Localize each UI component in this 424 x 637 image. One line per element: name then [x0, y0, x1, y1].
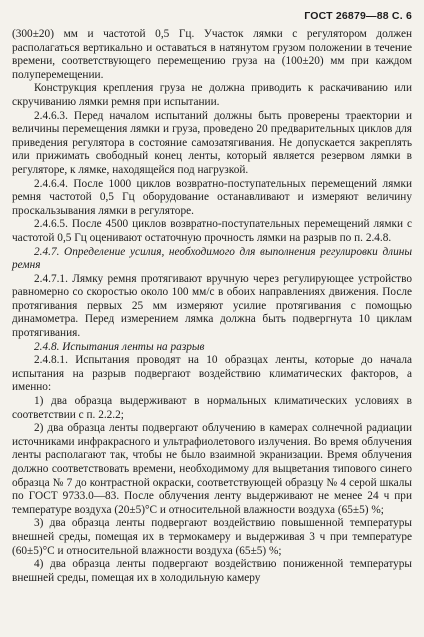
document-body: [12, 28, 412, 585]
paragraph: Конструкция крепления груза не должна приводить к раскачиванию или скручиванию лямки ремня при испытании.: [12, 82, 412, 108]
section-heading: 2.4.7. Определение усилия, необходимого для выполнения регулировки длины ремня: [12, 245, 412, 272]
list-item: 2) два образца ленты подвергают облучению в камерах солнечной радиации источниками инфракрасного и ультрафиолетового излучения. Во время облучения ленты располагают так, чтобы не было взаимной экранизации. Время облучения должно соответствовать времени, необходимому для выцветания типового синего образца № 7 до контрастной окраски, соответствующей образцу № 4 серой шкалы по ГОСТ 9733.0—83. После облучения ленту выдерживают не менее 24 ч при температуре воздуха (20±5)°С и относительной влажности воздуха (65±5) %;: [12, 422, 412, 516]
page-header: ГОСТ 26879—88 С. 6: [304, 10, 412, 22]
list-item: 1) два образца выдерживают в нормальных климатических условиях в соответствии с п. 2.2.2;: [12, 395, 412, 421]
paragraph: 2.4.6.4. После 1000 циклов возвратно-поступательных перемещений лямки ремня частотой 0,5 Гц оборудование останавливают и измеряют величину проскальзывания лямки в регуляторе.: [12, 177, 412, 217]
section-heading: 2.4.8. Испытания ленты на разрыв: [34, 340, 205, 353]
list-item: 4) два образца ленты подвергают воздействию пониженной температуры внешней среды, помещая их в холодильную камеру: [12, 558, 412, 584]
paragraph: (300±20) мм и частотой 0,5 Гц. Участок лямки с регулятором должен располагаться вертикально и оставаться в натянутом грузом положении в течение времени, соответствующего перемещению груза на (100±20) мм при каждом полуперемещении.: [12, 28, 412, 81]
list-item: 3) два образца ленты подвергают воздействию повышенной температуры внешней среды, помещая их в термокамеру и выдерживая 3 ч при температуре (60±5)°С и относительной влажности воздуха (65±5) %;: [12, 517, 412, 557]
paragraph: 2.4.6.5. После 4500 циклов возвратно-поступательных перемещений лямки с частотой 0,5 Гц оценивают остаточную прочность лямки на разрыв по п. 2.4.8.: [12, 218, 412, 244]
paragraph: 2.4.8.1. Испытания проводят на 10 образцах ленты, которые до начала испытания на разрыв подвергают воздействию климатических факторов, а именно:: [12, 354, 412, 394]
paragraph: 2.4.7.1. Лямку ремня протягивают вручную через регулирующее устройство равномерно со скоростью около 100 мм/с в обоих направлениях движения. После протягивания первых 25 мм измеряют усилие протягивания с помощью динамометра. Перед измерением лямка должна быть подвергнута 10 циклам протягивания.: [12, 272, 412, 340]
paragraph: 2.4.6.3. Перед началом испытаний должны быть проверены траектории и величины перемещения лямки и груза, проведено 20 предварительных циклов для приведения регулятора в состояние самозатягивания. Не допускается закреплять или прижимать свободный конец ленты, который является резервом лямки в регуляторе, к лямке, находящейся под нагрузкой.: [12, 109, 412, 176]
